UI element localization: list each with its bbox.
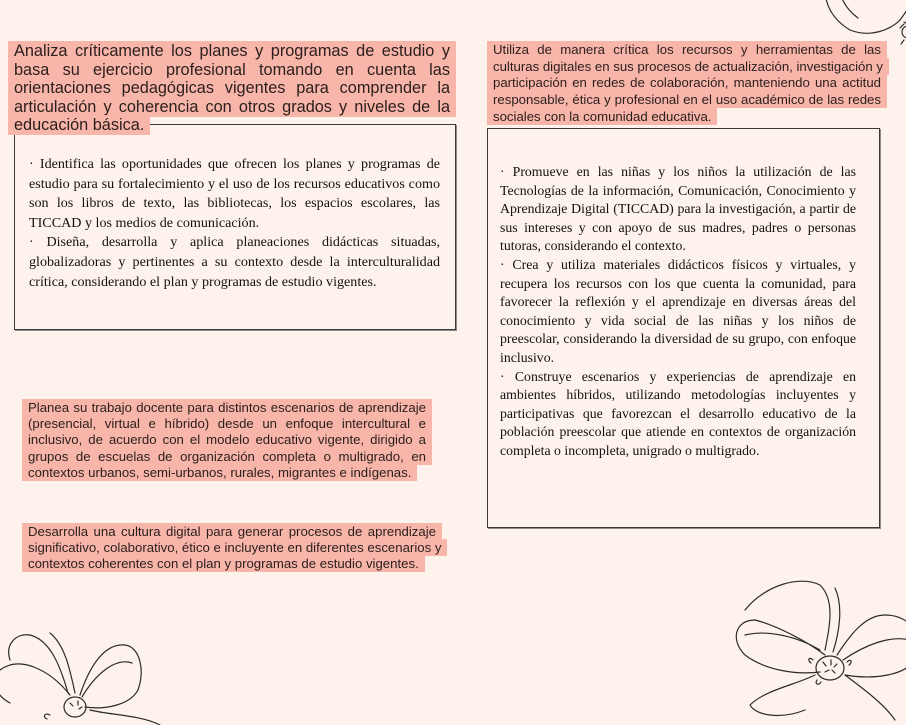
competency-2-bullet-2: · Crea y utiliza materiales didácticos físicos y virtuales, y recupera los recursos con los que cuenta la comunidad, para favorecer la reflexión y el aprendizaje en diversas áreas del conocimiento y vida social de las niñas y los niños de preescolar, considerando la diversidad de su grupo, con enfoque inclusivo.: [500, 256, 856, 365]
competency-2-bullet-3: · Construye escenarios y experiencias de aprendizaje en ambientes híbridos, utilizando metodologías incluyentes y participativas que favorezcan el desarrollo educativo de la población preescolar que atiende en contextos de organización completa o incompleta, unigrado o multigrado.: [500, 368, 856, 458]
competency-3-heading-text: Planea su trabajo docente para distintos escenarios de aprendizaje (presencial, virtual e híbrido) desde un enfoque intercultural e inclusivo, de acuerdo con el modelo educativo vigente, dirigido a grupos de escuelas de organización completa o multigrado, en contextos urbanos, semi-urbanos, rurales, migrantes e indígenas.: [22, 399, 432, 481]
competency-2-heading-text: Utiliza de manera crítica los recursos y herramientas de las culturas digitales en sus procesos de actualización, investigación y participación en redes de colaboración, manteniendo una actitud responsable, ética y profesional en el uso académico de las redes sociales con la comunidad educativa.: [487, 41, 889, 125]
competency-4-heading-text: Desarrolla una cultura digital para generar procesos de aprendizaje significativo, colaborativo, ético e incluyente en diferentes escenarios y contextos coherentes con el plan y programas de estudio vigentes.: [22, 523, 447, 572]
competency-2-heading: [487, 42, 887, 126]
competency-3-heading: [22, 400, 432, 481]
competency-4-heading: [22, 524, 442, 573]
flower-decoration-bottom-right-icon: [725, 580, 906, 720]
competency-1-heading-text: Analiza críticamente los planes y programas de estudio y basa su ejercicio profesional tomando en cuenta las orientaciones pedagógicas vigentes para comprender la articulación y coherencia con otros grados y niveles de la educación básica.: [8, 41, 456, 135]
competency-1-heading: [8, 42, 456, 135]
flower-decoration-bottom-left-icon: [0, 625, 170, 725]
competency-1-bullet-list: [29, 155, 440, 292]
competency-1-bullet-2: · Diseña, desarrolla y aplica planeaciones didácticas situadas, globalizadoras y pertinentes a su contexto desde la interculturalidad crítica, considerando el plan y programas de estudio vigentes.: [29, 234, 440, 290]
competency-2-bullet-1: · Promueve en las niñas y los niños la utilización de las Tecnologías de la información, Comunicación, Conocimiento y Aprendizaje Digital (TICCAD) para la investigación, a partir de sus intereses y con apoyo de sus madres, padres o personas tutoras, considerando el contexto.: [500, 164, 856, 254]
competency-2-bullet-list: [500, 163, 856, 461]
competency-1-bullet-1: · Identifica las oportunidades que ofrecen los planes y programas de estudio para su fortalecimiento y el uso de los recursos educativos como son los libros de texto, las bibliotecas, los espacios escolares, las TICCAD y los medios de comunicación.: [29, 156, 440, 231]
